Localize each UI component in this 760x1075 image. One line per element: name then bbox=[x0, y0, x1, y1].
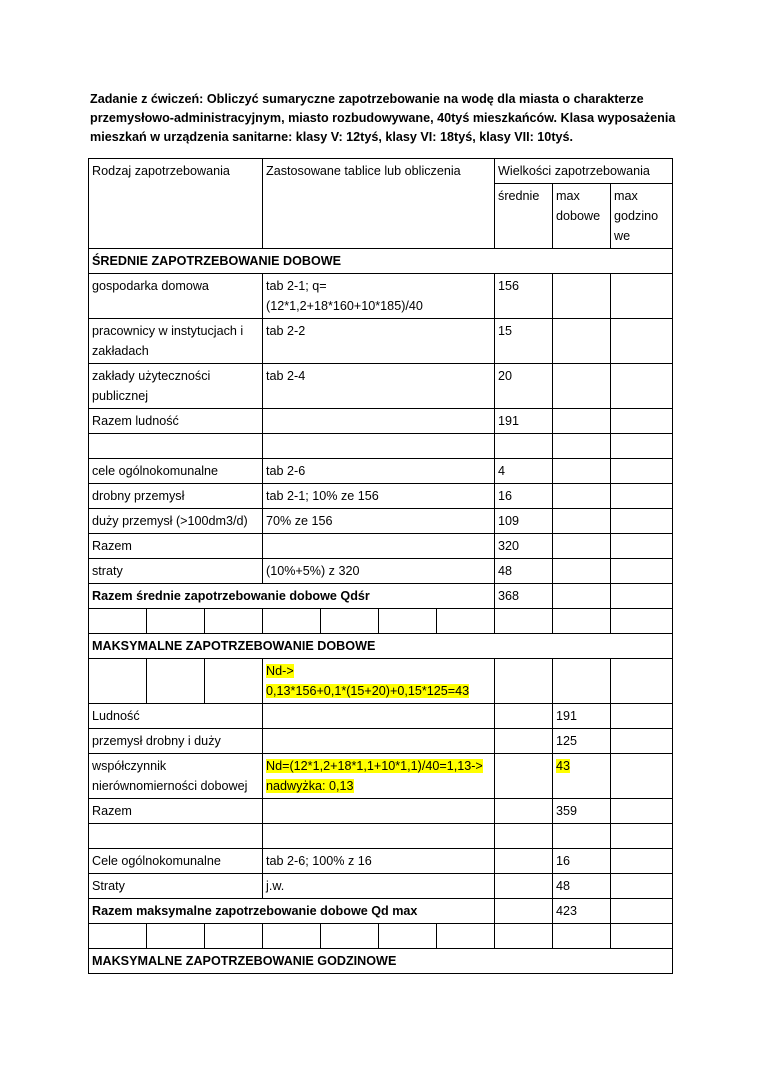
table-row bbox=[89, 484, 673, 509]
row-avg: 109 bbox=[495, 509, 553, 534]
row-calc: tab 2-1; 10% ze 156 bbox=[263, 484, 495, 509]
empty-row bbox=[89, 824, 673, 849]
row-maxd: 423 bbox=[553, 899, 611, 924]
total-row bbox=[89, 584, 673, 609]
row-name: duży przemysł (>100dm3/d) bbox=[89, 509, 263, 534]
header-max-day: max dobowe bbox=[553, 184, 611, 249]
row-name: Straty bbox=[89, 874, 263, 899]
table-row bbox=[89, 409, 673, 434]
row-maxd: 191 bbox=[553, 704, 611, 729]
empty-grid-row bbox=[89, 924, 673, 949]
row-maxd: 359 bbox=[553, 799, 611, 824]
row-name: cele ogólnokomunalne bbox=[89, 459, 263, 484]
row-name: pracownicy w instytucjach i zakładach bbox=[89, 319, 263, 364]
row-avg: 156 bbox=[495, 274, 553, 319]
row-maxd: 48 bbox=[553, 874, 611, 899]
row-avg: 20 bbox=[495, 364, 553, 409]
header-avg: średnie bbox=[495, 184, 553, 249]
row-avg: 368 bbox=[495, 584, 553, 609]
table-row bbox=[89, 319, 673, 364]
row-name: straty bbox=[89, 559, 263, 584]
row-calc: tab 2-4 bbox=[263, 364, 495, 409]
table-row bbox=[89, 364, 673, 409]
row-avg: 320 bbox=[495, 534, 553, 559]
row-name: współczynnik nierównomierności dobowej bbox=[89, 754, 263, 799]
table-row bbox=[89, 509, 673, 534]
task-description: Zadanie z ćwiczeń: Obliczyć sumaryczne zapotrzebowanie na wodę dla miasta o charakterze przemysłowo-administracyjnym, miasto rozbudowywane, 40tyś mieszkańców. Klasa wyposażenia mieszkań w urządzenia sanitarne: klasy V: 12tyś, klasy VI: 18tyś, klasy VII: 10tyś. bbox=[90, 92, 676, 144]
row-avg: 48 bbox=[495, 559, 553, 584]
row-name: Razem średnie zapotrzebowanie dobowe Qdśr bbox=[89, 584, 495, 609]
row-calc: (10%+5%) z 320 bbox=[263, 559, 495, 584]
row-calc: tab 2-1; q= (12*1,2+18*160+10*185)/40 bbox=[263, 274, 495, 319]
row-calc: 70% ze 156 bbox=[263, 509, 495, 534]
section2-title: MAKSYMALNE ZAPOTRZEBOWANIE DOBOWE bbox=[89, 634, 673, 659]
empty-row bbox=[89, 434, 673, 459]
header-max-hour: max godzino we bbox=[611, 184, 673, 249]
total-row bbox=[89, 899, 673, 924]
table-row bbox=[89, 459, 673, 484]
header-row bbox=[89, 159, 673, 184]
row-name: Razem bbox=[89, 534, 263, 559]
table-row bbox=[89, 704, 673, 729]
section3-title: MAKSYMALNE ZAPOTRZEBOWANIE GODZINOWE bbox=[89, 949, 673, 974]
section-title-row bbox=[89, 249, 673, 274]
empty-grid-row bbox=[89, 609, 673, 634]
row-name: Razem ludność bbox=[89, 409, 263, 434]
table-row bbox=[89, 754, 673, 799]
row-avg: 16 bbox=[495, 484, 553, 509]
row-name: Razem bbox=[89, 799, 263, 824]
row-calc: Nd=(12*1,2+18*1,1+10*1,1)/40=1,13-> nadwyżka: 0,13 bbox=[263, 754, 495, 799]
row-name: gospodarka domowa bbox=[89, 274, 263, 319]
row-calc: tab 2-6; 100% z 16 bbox=[263, 849, 495, 874]
nd-formula: Nd-> 0,13*156+0,1*(15+20)+0,15*125=43 bbox=[263, 659, 495, 704]
row-maxd: 16 bbox=[553, 849, 611, 874]
row-name: drobny przemysł bbox=[89, 484, 263, 509]
header-col-values: Wielkości zapotrzebowania bbox=[495, 159, 673, 184]
row-avg: 15 bbox=[495, 319, 553, 364]
section1-title: ŚREDNIE ZAPOTRZEBOWANIE DOBOWE bbox=[89, 249, 673, 274]
nd-row bbox=[89, 659, 673, 704]
row-avg: 4 bbox=[495, 459, 553, 484]
row-calc: tab 2-2 bbox=[263, 319, 495, 364]
row-maxd: 125 bbox=[553, 729, 611, 754]
water-demand-table bbox=[88, 158, 673, 974]
header-col-type: Rodzaj zapotrzebowania bbox=[89, 159, 263, 249]
row-name: Ludność bbox=[89, 704, 263, 729]
row-calc: tab 2-6 bbox=[263, 459, 495, 484]
row-name: Razem maksymalne zapotrzebowanie dobowe Qd max bbox=[89, 899, 495, 924]
row-name: przemysł drobny i duży bbox=[89, 729, 263, 754]
table-row bbox=[89, 729, 673, 754]
table-row bbox=[89, 534, 673, 559]
table-row bbox=[89, 274, 673, 319]
table-row bbox=[89, 799, 673, 824]
row-avg: 191 bbox=[495, 409, 553, 434]
section-title-row bbox=[89, 634, 673, 659]
row-calc: j.w. bbox=[263, 874, 495, 899]
section-title-row bbox=[89, 949, 673, 974]
table-row bbox=[89, 559, 673, 584]
header-col-calc: Zastosowane tablice lub obliczenia bbox=[263, 159, 495, 249]
row-name: Cele ogólnokomunalne bbox=[89, 849, 263, 874]
table-row bbox=[89, 849, 673, 874]
row-name: zakłady użyteczności publicznej bbox=[89, 364, 263, 409]
table-row bbox=[89, 874, 673, 899]
row-maxd: 43 bbox=[553, 754, 611, 799]
